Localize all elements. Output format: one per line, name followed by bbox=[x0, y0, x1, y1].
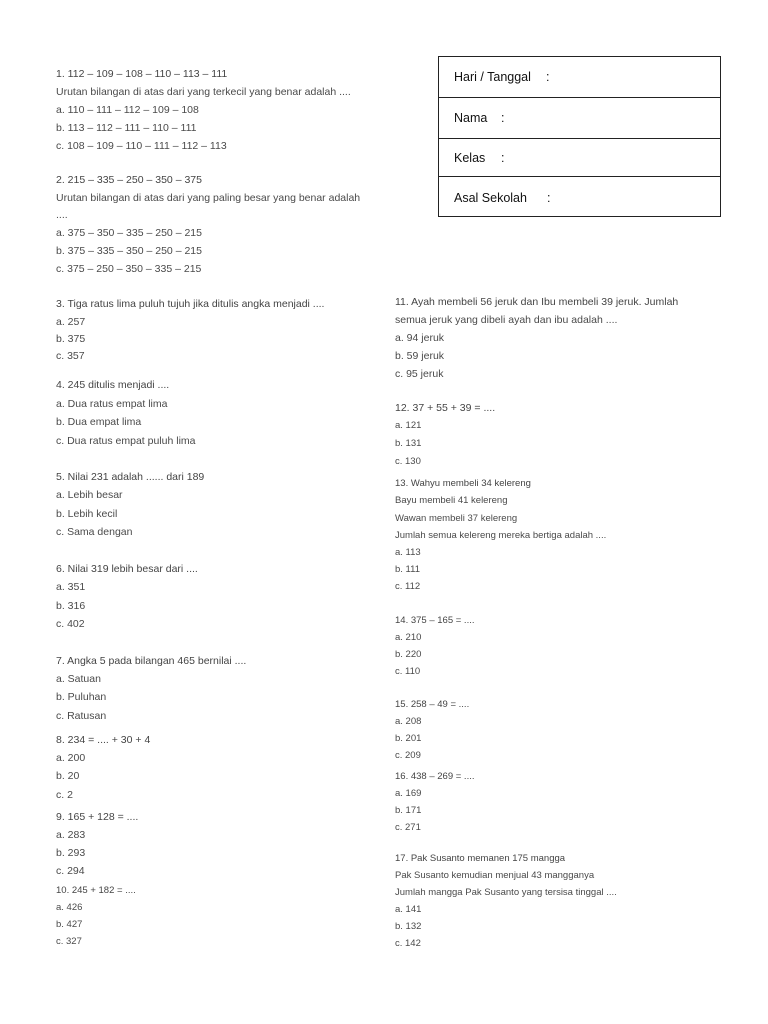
question-9-option-c: c. 294 bbox=[56, 865, 85, 877]
question-7-option-a: a. Satuan bbox=[56, 673, 101, 685]
nama-row bbox=[439, 98, 720, 139]
question-11-option-c: c. 95 jeruk bbox=[395, 368, 444, 380]
question-6-option-c: c. 402 bbox=[56, 618, 85, 630]
hari-tanggal-row bbox=[439, 57, 720, 98]
question-14-option-c: c. 110 bbox=[395, 666, 421, 677]
question-11-prompt: 11. Ayah membeli 56 jeruk dan Ibu membeli 39 jeruk. Jumlah bbox=[395, 296, 679, 308]
question-2-option-c: c. 375 – 250 – 350 – 335 – 215 bbox=[56, 263, 202, 275]
question-17-option-b: b. 132 bbox=[395, 921, 422, 932]
question-17-line-3: Jumlah mangga Pak Susanto yang tersisa tinggal .... bbox=[395, 887, 617, 898]
question-3-prompt: 3. Tiga ratus lima puluh tujuh jika ditulis angka menjadi .... bbox=[56, 298, 325, 310]
question-4-prompt: 4. 245 ditulis menjadi .... bbox=[56, 379, 170, 391]
question-2-option-a: a. 375 – 350 – 335 – 250 – 215 bbox=[56, 227, 202, 239]
question-10-option-c: c. 327 bbox=[56, 936, 82, 947]
question-1-prompt: 1. 112 – 109 – 108 – 110 – 113 – 111 bbox=[56, 68, 228, 80]
question-15-option-a: a. 208 bbox=[395, 716, 422, 727]
question-16-prompt: 16. 438 – 269 = .... bbox=[395, 771, 475, 782]
question-10-option-b: b. 427 bbox=[56, 919, 83, 930]
question-16-option-a: a. 169 bbox=[395, 788, 422, 799]
question-5-prompt: 5. Nilai 231 adalah ...... dari 189 bbox=[56, 471, 205, 483]
question-8-option-b: b. 20 bbox=[56, 770, 80, 782]
question-6-option-b: b. 316 bbox=[56, 600, 86, 612]
question-17-prompt: 17. Pak Susanto memanen 175 mangga bbox=[395, 853, 566, 864]
question-7-option-c: c. Ratusan bbox=[56, 710, 107, 722]
hari-tanggal-label: Hari / Tanggal bbox=[454, 70, 531, 84]
asal-sekolah-label: Asal Sekolah bbox=[454, 190, 527, 205]
identity-box bbox=[438, 56, 721, 217]
question-5-option-c: c. Sama dengan bbox=[56, 526, 133, 538]
question-1-text: Urutan bilangan di atas dari yang terkecil yang benar adalah .... bbox=[56, 86, 351, 98]
question-12-prompt: 12. 37 + 55 + 39 = .... bbox=[395, 402, 496, 414]
question-16-option-c: c. 271 bbox=[395, 822, 421, 833]
kelas-colon: : bbox=[501, 150, 505, 165]
question-5-option-a: a. Lebih besar bbox=[56, 489, 123, 501]
question-2-prompt: 2. 215 – 335 – 250 – 350 – 375 bbox=[56, 174, 202, 186]
question-1-option-a: a. 110 – 111 – 112 – 109 – 108 bbox=[56, 104, 199, 116]
question-11-text: semua jeruk yang dibeli ayah dan ibu adalah .... bbox=[395, 314, 618, 326]
question-10-prompt: 10. 245 + 182 = .... bbox=[56, 885, 136, 896]
question-2-text: Urutan bilangan di atas dari yang paling besar yang benar adalah bbox=[56, 192, 361, 204]
question-17-option-c: c. 142 bbox=[395, 938, 421, 949]
question-13-line-3: Wawan membeli 37 kelereng bbox=[395, 513, 518, 524]
question-1-option-b: b. 113 – 112 – 111 – 110 – 111 bbox=[56, 122, 197, 134]
question-15-option-b: b. 201 bbox=[395, 733, 422, 744]
question-15-prompt: 15. 258 – 49 = .... bbox=[395, 699, 470, 710]
kelas-row bbox=[439, 139, 720, 177]
question-2-option-b: b. 375 – 335 – 350 – 250 – 215 bbox=[56, 245, 202, 257]
nama-label: Nama bbox=[454, 111, 488, 125]
question-11-option-b: b. 59 jeruk bbox=[395, 350, 445, 362]
question-11-option-a: a. 94 jeruk bbox=[395, 332, 445, 344]
question-6-prompt: 6. Nilai 319 lebih besar dari .... bbox=[56, 563, 198, 575]
asal-sekolah-colon: : bbox=[547, 190, 551, 205]
kelas-label: Kelas bbox=[454, 150, 486, 165]
question-8-prompt: 8. 234 = .... + 30 + 4 bbox=[56, 734, 151, 746]
question-14-option-b: b. 220 bbox=[395, 649, 422, 660]
question-13-option-b: b. 111 bbox=[395, 564, 421, 575]
question-4-option-b: b. Dua empat lima bbox=[56, 416, 142, 428]
question-9-prompt: 9. 165 + 128 = .... bbox=[56, 811, 139, 823]
question-3-option-c: c. 357 bbox=[56, 350, 85, 362]
question-3-option-b: b. 375 bbox=[56, 333, 86, 345]
question-14-prompt: 14. 375 – 165 = .... bbox=[395, 615, 475, 626]
question-13-line-2: Bayu membeli 41 kelereng bbox=[395, 495, 508, 506]
question-17-line-2: Pak Susanto kemudian menjual 43 mangganya bbox=[395, 870, 595, 881]
question-4-option-c: c. Dua ratus empat puluh lima bbox=[56, 435, 196, 447]
nama-colon: : bbox=[501, 111, 505, 125]
question-17-option-a: a. 141 bbox=[395, 904, 422, 915]
question-2-text-cont: .... bbox=[56, 209, 68, 221]
question-13-line-4: Jumlah semua kelereng mereka bertiga adalah .... bbox=[395, 530, 607, 541]
question-12-option-a: a. 121 bbox=[395, 420, 422, 431]
question-5-option-b: b. Lebih kecil bbox=[56, 508, 118, 520]
question-6-option-a: a. 351 bbox=[56, 581, 86, 593]
question-15-option-c: c. 209 bbox=[395, 750, 421, 761]
question-3-option-a: a. 257 bbox=[56, 316, 86, 328]
question-13-option-c: c. 112 bbox=[395, 581, 421, 592]
question-13-prompt: 13. Wahyu membeli 34 kelereng bbox=[395, 478, 531, 489]
question-16-option-b: b. 171 bbox=[395, 805, 422, 816]
question-14-option-a: a. 210 bbox=[395, 632, 422, 643]
question-13-option-a: a. 113 bbox=[395, 547, 421, 558]
question-7-prompt: 7. Angka 5 pada bilangan 465 bernilai .... bbox=[56, 655, 247, 667]
question-4-option-a: a. Dua ratus empat lima bbox=[56, 398, 168, 410]
question-9-option-a: a. 283 bbox=[56, 829, 86, 841]
question-1-option-c: c. 108 – 109 – 110 – 111 – 112 – 113 bbox=[56, 140, 227, 152]
hari-tanggal-colon: : bbox=[546, 70, 550, 84]
question-8-option-a: a. 200 bbox=[56, 752, 86, 764]
question-10-option-a: a. 426 bbox=[56, 902, 83, 913]
question-12-option-c: c. 130 bbox=[395, 456, 421, 467]
asal-sekolah-row bbox=[439, 177, 720, 218]
question-9-option-b: b. 293 bbox=[56, 847, 86, 859]
question-7-option-b: b. Puluhan bbox=[56, 691, 107, 703]
question-12-option-b: b. 131 bbox=[395, 438, 422, 449]
question-8-option-c: c. 2 bbox=[56, 789, 73, 801]
